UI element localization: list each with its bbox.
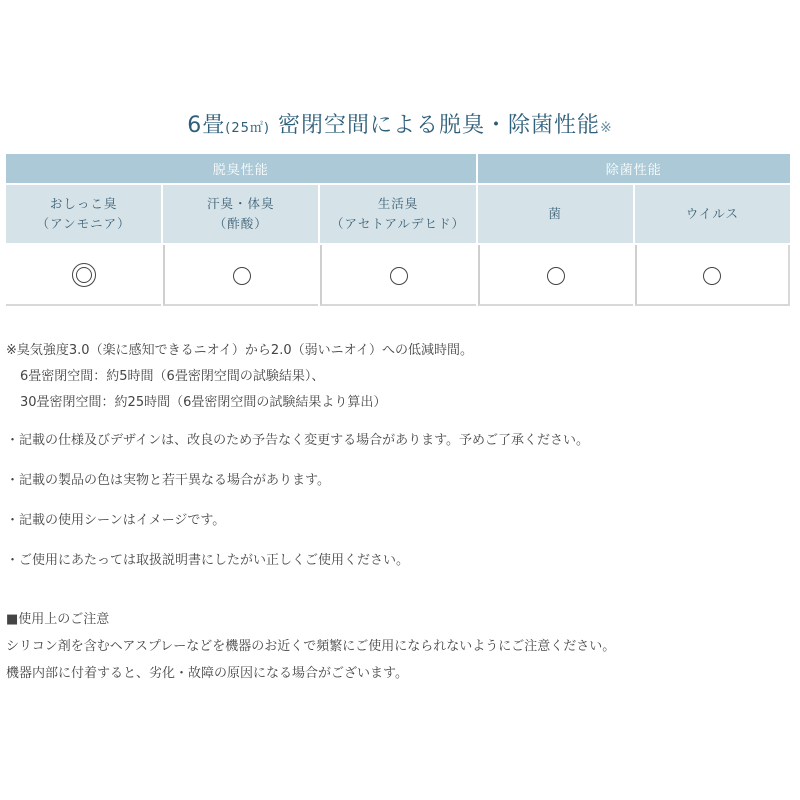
rating-cell-sweat	[163, 245, 318, 306]
disclaimer-item: ・記載の仕様及びデザインは、改良のため予告なく変更する場合があります。予めご了承ください。	[6, 433, 590, 448]
caution-line: シリコン剤を含むヘアスプレーなどを機器のお近くで頻繁にご使用になられないようにご注意ください。	[6, 639, 616, 654]
column-header-row	[6, 185, 790, 243]
caution-line: 機器内部に付着すると、劣化・故障の原因になる場合がございます。	[6, 666, 408, 681]
disclaimer-item: ・ご使用にあたっては取扱説明書にしたがい正しくご使用ください。	[6, 553, 410, 568]
rating-row	[6, 245, 790, 306]
group-header-row	[6, 154, 790, 183]
footnote	[6, 338, 473, 416]
caution-heading: ■使用上のご注意	[6, 612, 110, 627]
double-circle-icon	[72, 263, 96, 287]
column-header-bacteria: 菌	[478, 185, 633, 243]
circle-icon	[703, 267, 721, 285]
rating-cell-bacteria	[478, 245, 633, 306]
column-header-sweat: 汗臭・体臭 （酢酸）	[163, 185, 318, 243]
usage-caution	[6, 606, 615, 687]
column-header-virus: ウイルス	[635, 185, 790, 243]
title-area: (25㎡)	[225, 121, 270, 136]
column-header-living: 生活臭 （アセトアルデヒド）	[320, 185, 475, 243]
disclaimer-item: ・記載の製品の色は実物と若干異なる場合があります。	[6, 473, 330, 488]
title-note-mark: ※	[599, 120, 613, 136]
circle-icon	[547, 267, 565, 285]
circle-icon	[390, 267, 408, 285]
rating-cell-urine	[6, 245, 161, 306]
performance-table	[4, 152, 792, 308]
title-prefix: 6畳	[187, 113, 226, 138]
column-header-urine: おしっこ臭 （アンモニア）	[6, 185, 161, 243]
footnote-line: 6畳密閉空間：約5時間（6畳密閉空間の試験結果）、	[20, 369, 325, 384]
group-sterilize: 除菌性能	[478, 154, 790, 183]
rating-cell-living	[320, 245, 475, 306]
disclaimer-item: ・記載の使用シーンはイメージです。	[6, 513, 226, 528]
footnote-line: ※臭気強度3.0（楽に感知できるニオイ）から2.0（弱いニオイ）への低減時間。	[6, 343, 473, 358]
circle-icon	[233, 267, 251, 285]
footnote-line: 30畳密閉空間：約25時間（6畳密閉空間の試験結果より算出）	[20, 395, 387, 410]
page-title	[0, 108, 800, 139]
rating-cell-virus	[635, 245, 790, 306]
group-deodorize: 脱臭性能	[6, 154, 476, 183]
title-main: 密閉空間による脱臭・除菌性能	[277, 113, 600, 138]
disclaimer-list	[6, 430, 589, 590]
